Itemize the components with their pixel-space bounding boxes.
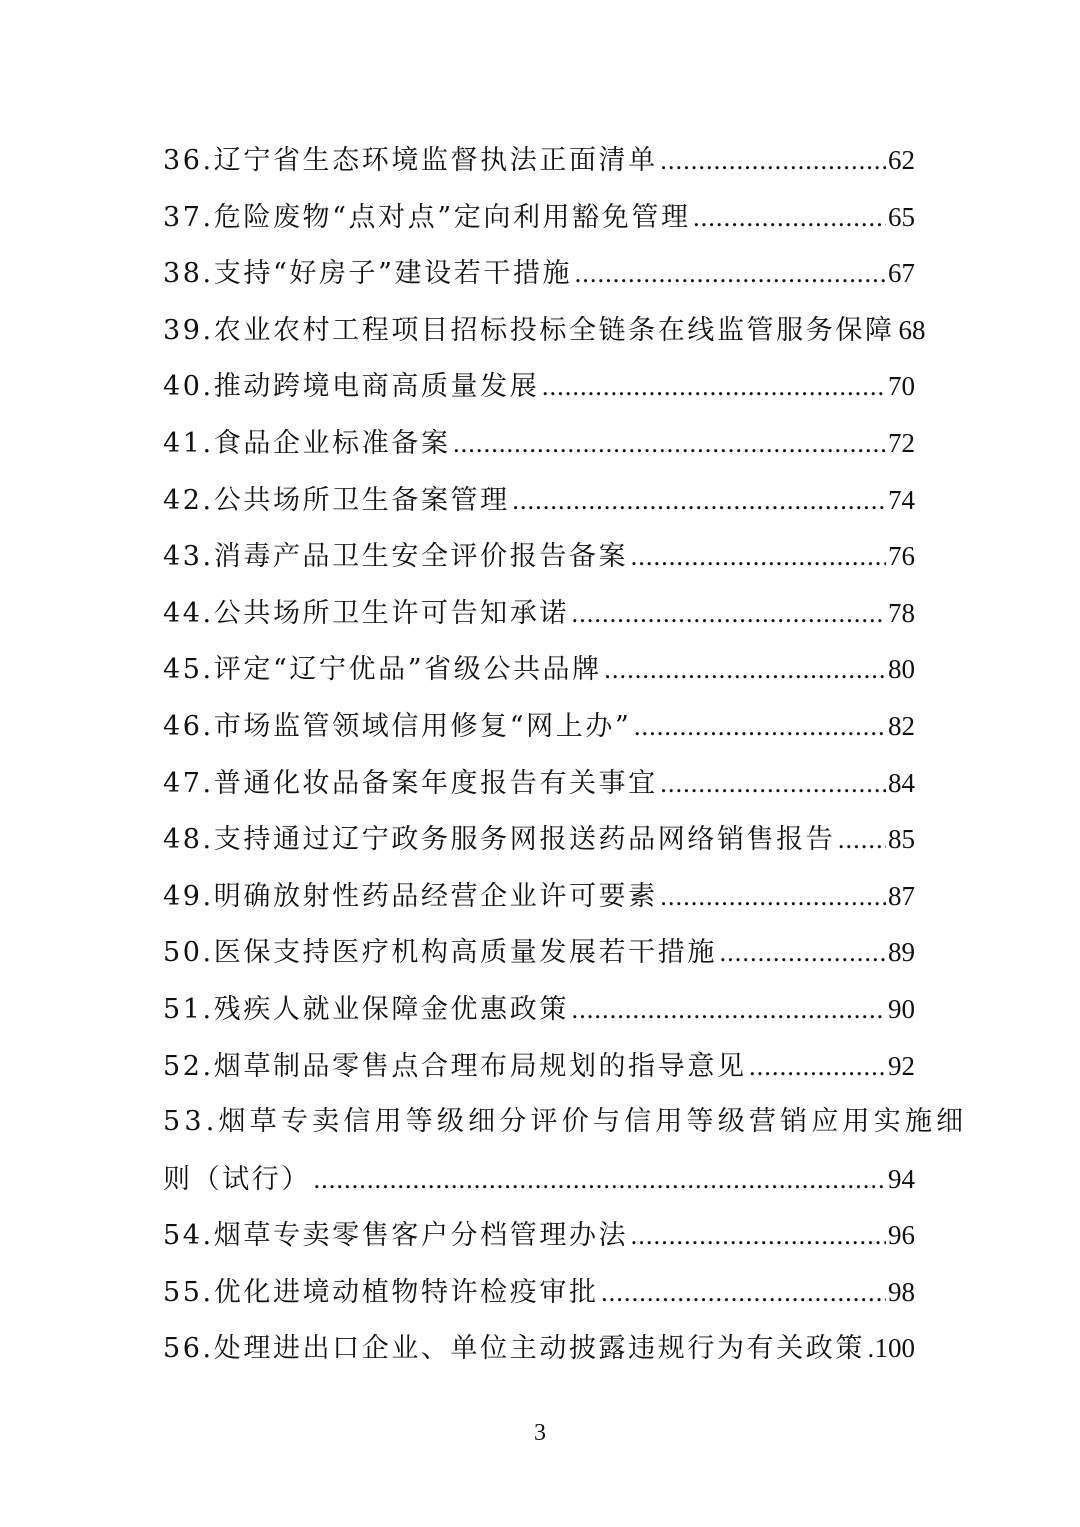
toc-entry-55[interactable]	[163, 1264, 915, 1321]
dot-leader	[749, 1039, 886, 1096]
toc-entry-page: 94	[888, 1163, 915, 1194]
toc-entry-title: 49.明确放射性药品经营企业许可要素	[163, 880, 658, 912]
dot-leader	[719, 925, 886, 982]
toc-entry-title: 40.推动跨境电商高质量发展	[163, 371, 540, 403]
toc-entry-45[interactable]	[163, 641, 915, 698]
toc-entry-title: 55.优化进境动植物特许检疫审批	[163, 1276, 599, 1308]
toc-entry-46[interactable]	[163, 698, 915, 755]
toc-entry-title-continuation: 则（试行）	[163, 1163, 311, 1195]
toc-entry-title: 43.消毒产品卫生安全评价报告备案	[163, 541, 629, 573]
toc-entry-page: 62	[888, 145, 915, 175]
dot-leader	[453, 416, 886, 473]
toc-entry-page: 70	[888, 371, 915, 402]
toc-entry-42[interactable]	[163, 472, 915, 529]
toc-entry-page: 68	[898, 314, 926, 345]
toc-entry-page: 96	[888, 1220, 915, 1251]
toc-entry-title: 39.农业农村工程项目招标投标全链条在线监管服务保障	[163, 314, 895, 346]
dot-leader	[660, 869, 886, 926]
toc-entry-39[interactable]	[163, 302, 926, 359]
dot-leader	[633, 699, 886, 756]
toc-entry-44[interactable]	[163, 585, 915, 642]
toc-entry-title: 46.市场监管领域信用修复“网上办”	[163, 710, 632, 742]
dot-leader	[867, 1321, 873, 1378]
dot-leader	[837, 812, 886, 869]
toc-entry-36[interactable]	[163, 132, 915, 189]
toc-entry-page: 84	[888, 767, 915, 798]
toc-entry-page: 78	[888, 597, 915, 628]
toc-entry-title: 37.危险废物“点对点”定向利用豁免管理	[163, 201, 691, 233]
toc-entry-title: 48.支持通过辽宁政务服务网报送药品网络销售报告	[163, 824, 836, 856]
toc-entry-title: 50.医保支持医疗机构高质量发展若干措施	[163, 937, 717, 969]
toc-entry-43[interactable]	[163, 528, 915, 585]
toc-entry-54[interactable]	[163, 1207, 915, 1264]
dot-leader	[630, 529, 886, 586]
table-of-contents	[163, 132, 968, 1377]
dot-leader	[574, 246, 886, 303]
toc-entry-page: 90	[888, 993, 915, 1024]
toc-entry-page: 65	[888, 201, 915, 232]
toc-entry-53[interactable]	[163, 1094, 968, 1151]
toc-entry-title: 45.评定“辽宁优品”省级公共品牌	[163, 654, 602, 686]
toc-entry-title: 44.公共场所卫生许可告知承诺	[163, 597, 569, 629]
toc-entry-48[interactable]	[163, 811, 915, 868]
toc-entry-title: 52.烟草制品零售点合理布局规划的指导意见	[163, 1050, 747, 1082]
dot-leader	[571, 586, 886, 643]
toc-entry-52[interactable]	[163, 1038, 915, 1095]
toc-entry-title: 42.公共场所卫生备案管理	[163, 484, 510, 516]
toc-entry-page: 76	[888, 541, 915, 572]
toc-entry-title: 47.普通化妆品备案年度报告有关事宜	[163, 767, 658, 799]
toc-entry-title: 51.残疾人就业保障金优惠政策	[163, 993, 569, 1025]
toc-entry-page: 67	[888, 258, 915, 289]
toc-entry-page: 85	[888, 824, 915, 855]
toc-entry-49[interactable]	[163, 868, 915, 925]
dot-leader	[660, 133, 886, 190]
toc-entry-50[interactable]	[163, 924, 915, 981]
dot-leader	[541, 359, 886, 416]
toc-entry-page: 89	[888, 937, 915, 968]
toc-entry-page: 82	[888, 710, 915, 741]
toc-entry-title: 54.烟草专卖零售客户分档管理办法	[163, 1220, 629, 1252]
dot-leader	[693, 190, 886, 247]
toc-entry-38[interactable]	[163, 245, 915, 302]
toc-entry-page: 100	[874, 1333, 915, 1364]
toc-entry-title: 41.食品企业标准备案	[163, 427, 451, 459]
toc-entry-page: 92	[888, 1050, 915, 1081]
toc-entry-51[interactable]	[163, 981, 915, 1038]
toc-entry-53-continuation[interactable]	[163, 1151, 915, 1208]
toc-entry-page: 87	[888, 880, 915, 911]
page-number: 3	[534, 1420, 546, 1446]
toc-entry-56[interactable]	[163, 1320, 915, 1377]
dot-leader	[601, 1265, 886, 1322]
dot-leader	[660, 756, 886, 813]
dot-leader	[313, 1152, 886, 1209]
toc-entry-title: 56.处理进出口企业、单位主动披露违规行为有关政策	[163, 1333, 865, 1365]
toc-entry-page: 80	[888, 654, 915, 685]
toc-entry-title: 36.辽宁省生态环境监督执法正面清单	[163, 145, 658, 176]
toc-entry-page: 98	[888, 1276, 915, 1307]
toc-entry-40[interactable]	[163, 358, 915, 415]
toc-entry-37[interactable]	[163, 189, 915, 246]
toc-entry-page: 74	[888, 484, 915, 515]
dot-leader	[630, 1208, 886, 1265]
toc-entry-41[interactable]	[163, 415, 915, 472]
dot-leader	[512, 473, 886, 530]
dot-leader	[571, 982, 886, 1039]
toc-entry-title: 38.支持“好房子”建设若干措施	[163, 258, 573, 290]
dot-leader	[604, 642, 886, 699]
toc-entry-title: 53.烟草专卖信用等级细分评价与信用等级营销应用实施细	[163, 1106, 968, 1138]
toc-entry-47[interactable]	[163, 755, 915, 812]
toc-entry-page: 72	[888, 427, 915, 458]
